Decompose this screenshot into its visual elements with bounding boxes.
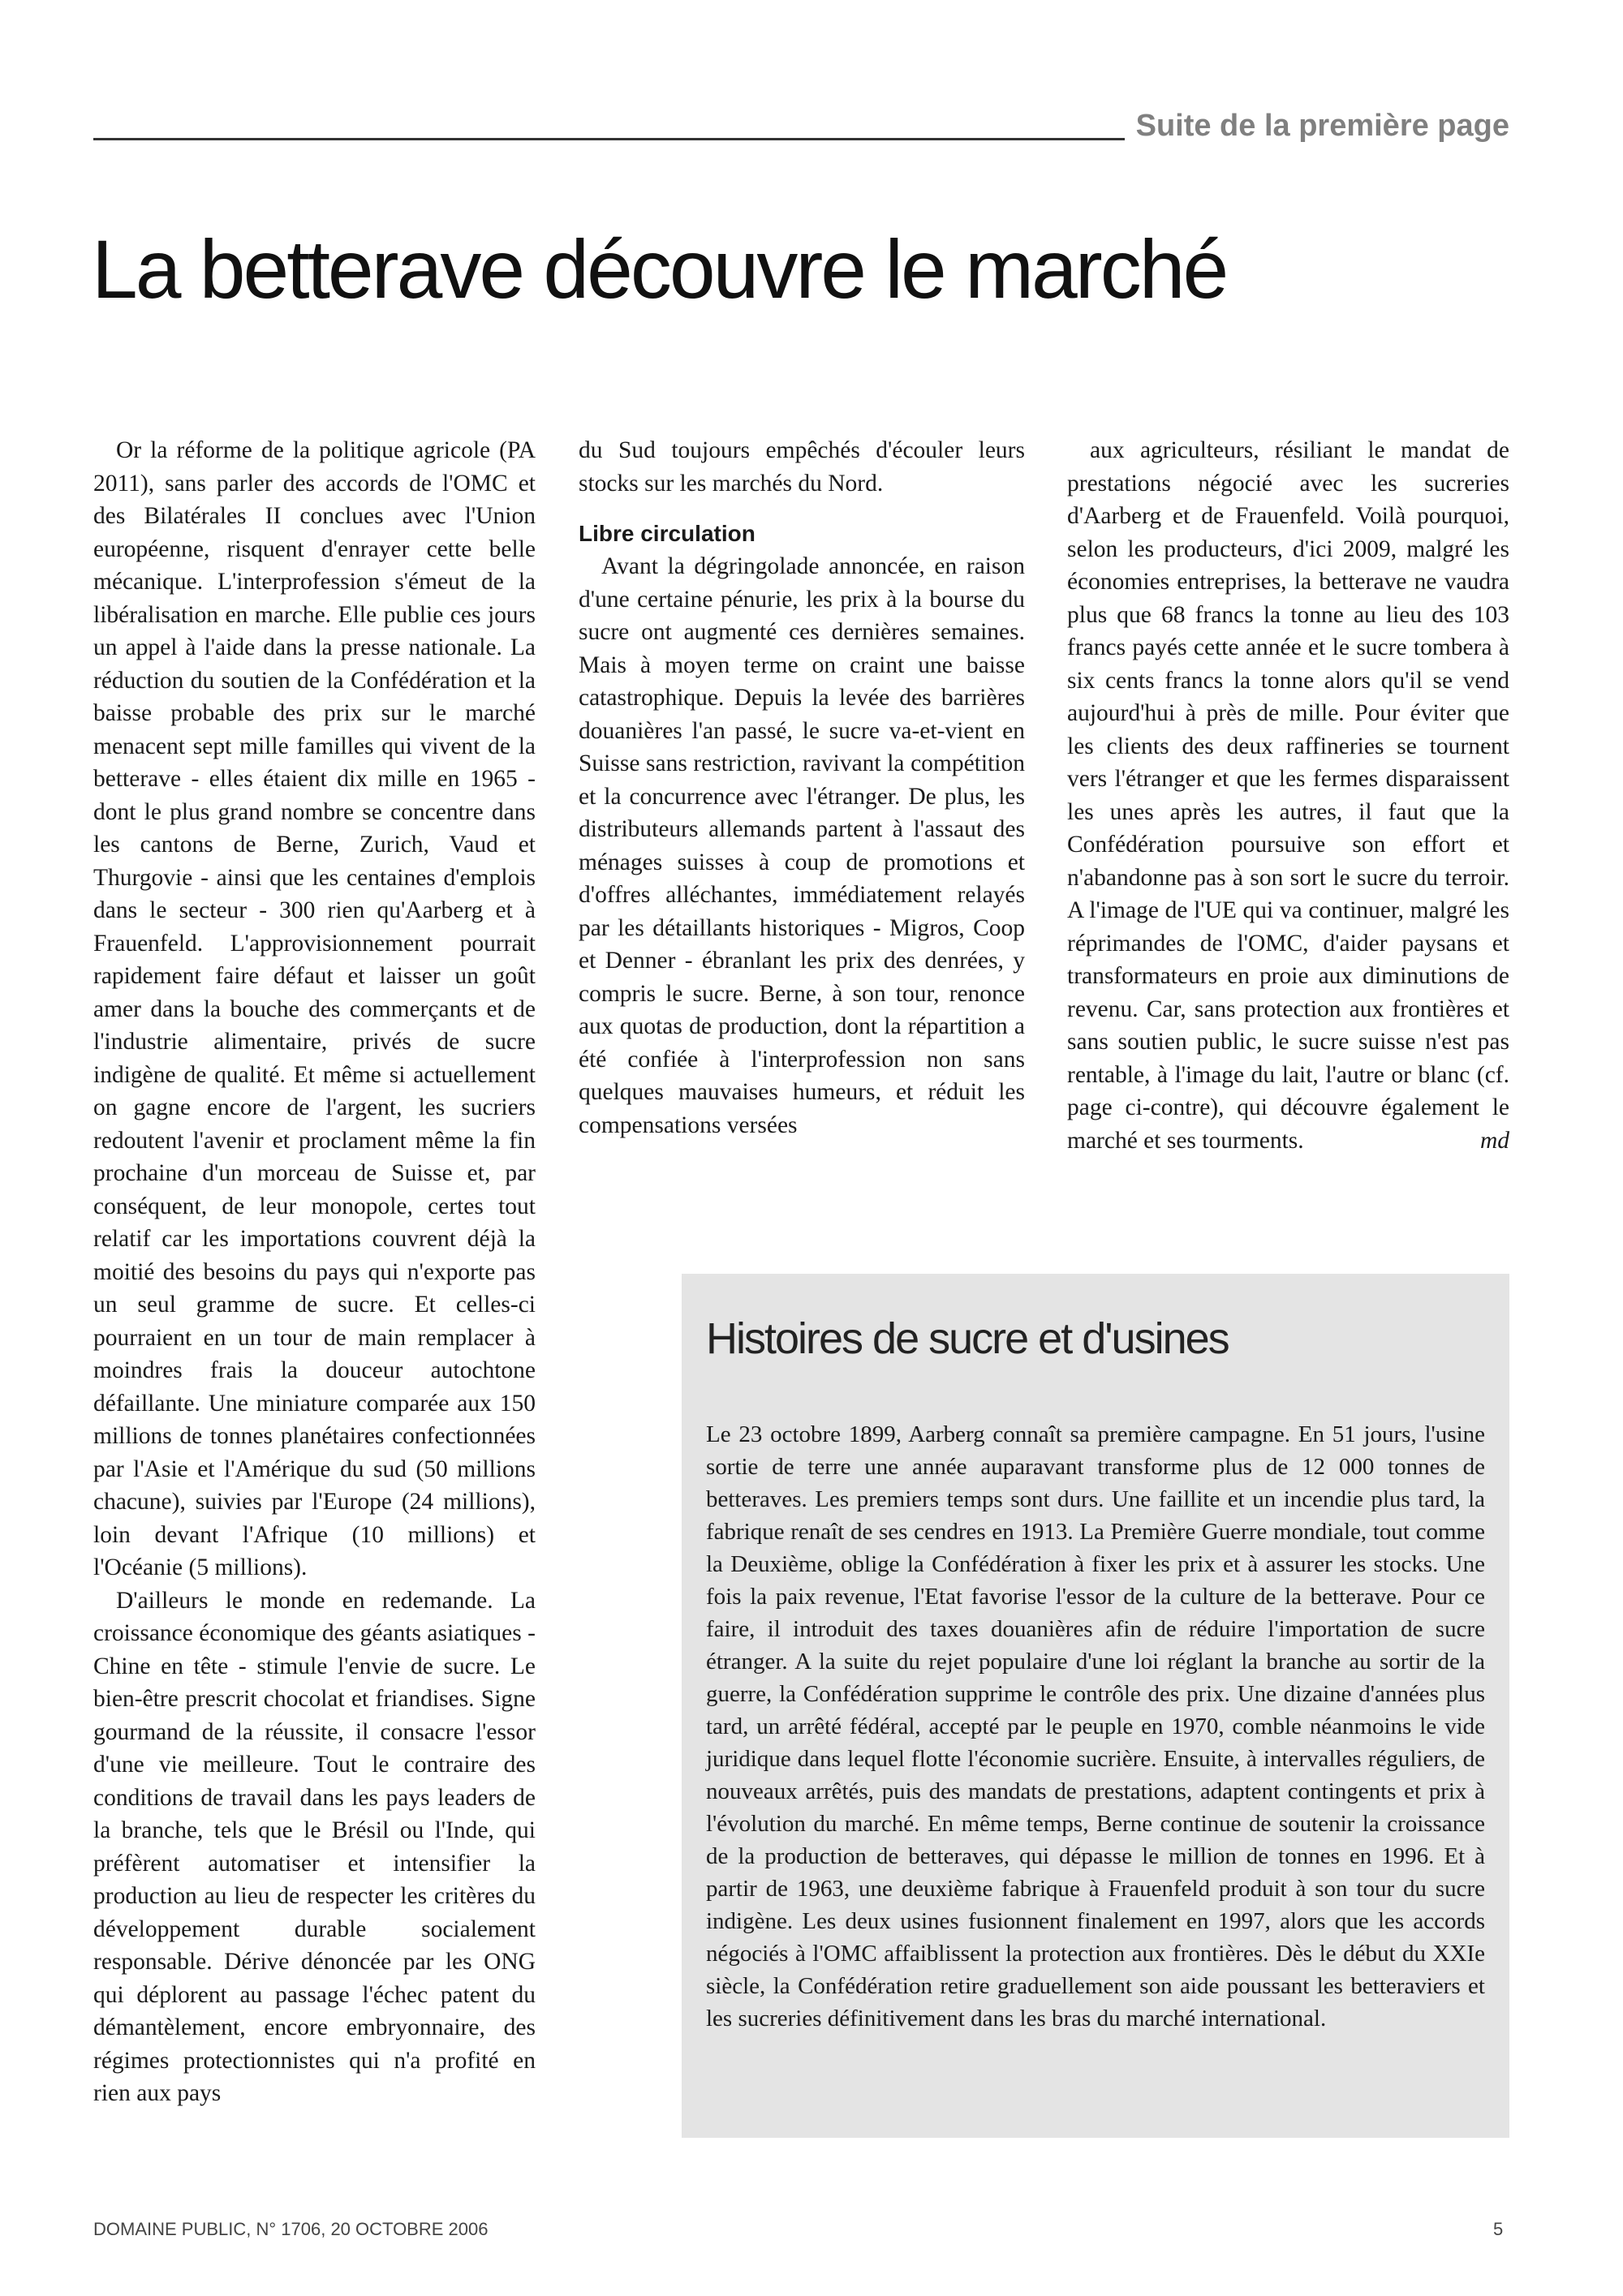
sidebar-box (682, 1274, 1509, 2138)
paragraph: Or la réforme de la politique agricole (PA 2011), sans parler des accords de l'OMC et des Bilatérales II conclues avec l'Union européenne, risquent d'enrayer cette belle mécanique. L'interprofession s'émeut de la libéralisation en marche. Elle publie ces jours un appel à l'aide dans la presse nationale. La réduction du soutien de la Confédération et la baisse probable des prix sur le marché menacent sept mille familles qui vivent de la betterave - elles étaient dix mille en 1965 - dont le plus grand nombre se concentre dans les cantons de Berne, Zurich, Vaud et Thurgovie - ainsi que les centaines d'emplois dans le secteur - 300 rien qu'Aarberg et à Frauenfeld. L'approvisionnement pourrait rapidement faire défaut et laisser un goût amer dans la bouche des commerçants et de l'industrie alimentaire, privés de sucre indigène de qualité. Et même si actuellement on gagne encore de l'argent, les sucriers redoutent l'avenir et proclament même la fin prochaine d'un morceau de Suisse et, par conséquent, de leur monopole, certes tout relatif car les importations couvrent déjà la moitié des besoins du pays qui n'exporte pas un seul gramme de sucre. Et celles-ci pourraient en un tour de main remplacer à moindres frais la douceur autochtone défaillante. Une miniature comparée aux 150 millions de tonnes planétaires confectionnées par l'Asie et l'Amérique du sud (50 millions chacune), suivies par l'Europe (24 millions), loin devant l'Afrique (10 millions) et l'Océanie (5 millions). (93, 437, 536, 1580)
article-column-1 (93, 434, 536, 2110)
paragraph-text: aux agriculteurs, résiliant le mandat de prestations négocié avec les sucreries d'Aarberg et de Frauenfeld. Voilà pourquoi, selon les producteurs, d'ici 2009, malgré les économies entreprises, la betterave ne vaudra plus que 68 francs la tonne au lieu des 103 francs payés cette année et le sucre tombera à six cents francs la tonne alors qu'il se vend aujourd'hui à près de mille. Pour éviter que les clients des deux raffineries se tournent vers l'étranger et que les fermes disparaissent les unes après les autres, il faut que la Confédération poursuive son effort et n'abandonne pas à son sort le sucre du terroir. A l'image de l'UE qui va continuer, malgré les réprimandes de l'OMC, d'aider paysans et transformateurs en proie aux diminutions de revenu. Car, sans protection aux frontières et sans soutien public, le sucre suisse n'est pas rentable, à l'image du lait, l'autre or blanc (cf. page ci-contre), qui découvre également le marché et ses tourments. (1067, 437, 1509, 1154)
sidebar-title: Histoires de sucre et d'usines (706, 1314, 1229, 1363)
paragraph (1067, 434, 1509, 1157)
sidebar-body: Le 23 octobre 1899, Aarberg connaît sa première campagne. En 51 jours, l'usine sortie de terre une année auparavant transforme plus de 12 000 tonnes de betteraves. Les premiers temps sont durs. Une faillite et un incendie plus tard, la fabrique renaît de ses cendres en 1913. La Première Guerre mondiale, tout comme la Deuxième, oblige la Confédération à fixer les prix et à assurer les stocks. Une fois la paix revenue, l'Etat favorise l'essor de la culture de la betterave. Pour ce faire, il introduit des taxes douanières afin de réduire l'importation de sucre étranger. A la suite du rejet populaire d'une loi réglant la branche au sortir de la guerre, la Confédération supprime le contrôle des prix. Une dizaine d'années plus tard, un arrêté fédéral, accepté par le peuple en 1970, comble néanmoins le vide juridique dans lequel flotte l'économie sucrière. Ensuite, à intervalles réguliers, de nouveaux arrêtés, puis des mandats de prestations, adaptent contingents et prix à l'évolution du marché. En même temps, Berne continue de soutenir la croissance de la production de betteraves, qui dépasse le million de tonnes en 1996. Et à partir de 1963, une deuxième fabrique à Frauenfeld produit à son tour du sucre indigène. Les deux usines fusionnent finalement en 1997, alors que les accords négociés à l'OMC affaiblissent la protection aux frontières. Dès le début du XXIe siècle, la Confédération retire graduellement son aide poussant les betteraviers et les sucreries définitivement dans les bras du marché international. (706, 1421, 1485, 2032)
running-head-text: Suite de la première page (1125, 105, 1509, 146)
article-title: La betterave découvre le marché (92, 223, 1227, 316)
paragraph: D'ailleurs le monde en redemande. La croissance économique des géants asiatiques - Chine en tête - stimule l'envie de sucre. Le bien-être prescrit chocolat et friandises. Signe gourmand de la réussite, il consacre l'essor d'une vie meilleure. Tout le contraire des conditions de travail dans les pays leaders de la branche, tels que le Brésil ou l'Inde, qui préfèrent automatiser et intensifier la production au lieu de respecter les critères du développement durable socialement responsable. Dérive dénoncée par les ONG qui déplorent au passage l'échec patent du démantèlement, encore embryonnaire, des régimes protectionnistes qui n'a profité en rien aux pays (93, 1587, 536, 2106)
page-number: 5 (1493, 2219, 1504, 2239)
subheading: Libre circulation (579, 521, 756, 546)
paragraph: du Sud toujours empêchés d'écouler leurs stocks sur les marchés du Nord. (579, 437, 1025, 497)
article-column-3 (1067, 434, 1509, 1157)
running-head (0, 105, 1509, 154)
footer-publication: DOMAINE PUBLIC, N° 1706, 20 OCTOBRE 2006 (93, 2219, 489, 2239)
paragraph: Avant la dégringolade annoncée, en raison d'une certaine pénurie, les prix à la bourse du sucre ont augmenté ces dernières semaines. Mais à moyen terme on craint une baisse catastrophique. Depuis la levée des barrières douanières l'an passé, le sucre va-et-vient en Suisse sans restriction, ravivant la compétition et la concurrence avec l'étranger. De plus, les distributeurs allemands partent à l'assaut des ménages suisses à coup de promotions et d'offres alléchantes, immédiatement relayés par les détaillants historiques - Migros, Coop et Denner - ébranlant les prix des denrées, y compris le sucre. Berne, à son tour, renonce aux quotas de production, dont la répartition a été confiée à l'interprofession non sans quelques mauvaises humeurs, et réduit les compensations versées (579, 553, 1025, 1138)
author-signature: md (1479, 1127, 1509, 1154)
article-column-2 (579, 434, 1025, 1142)
